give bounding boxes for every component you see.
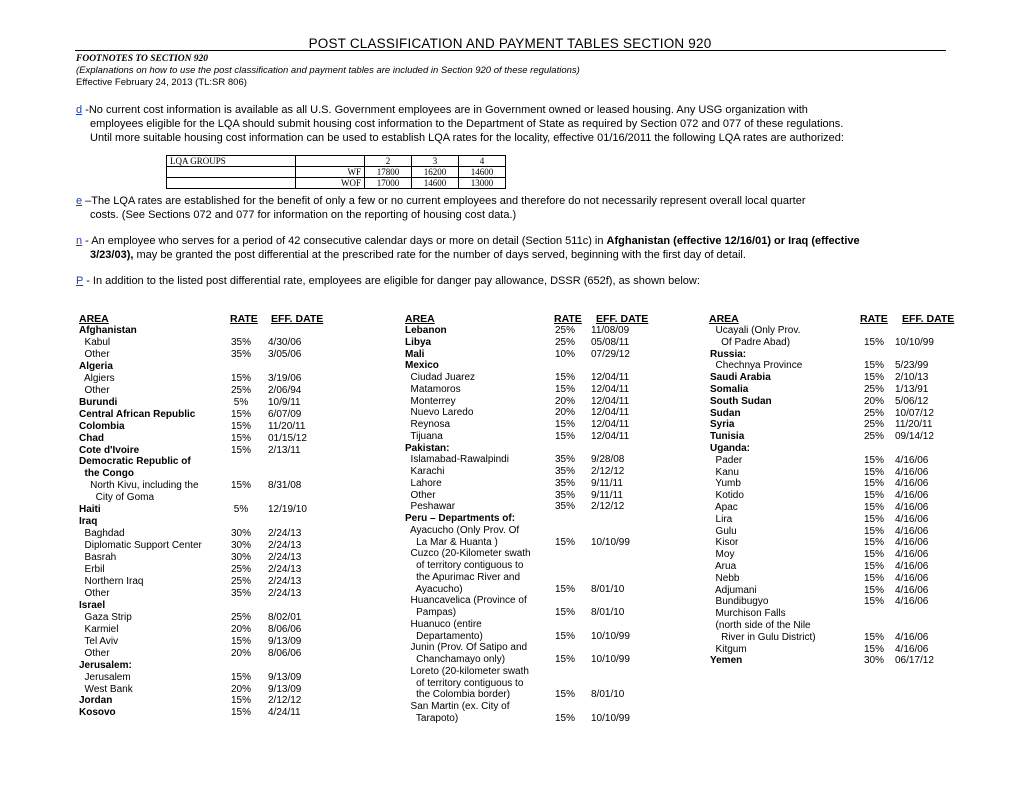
danger-pay-rate: 25%: [555, 336, 576, 348]
danger-pay-area: Lahore: [405, 477, 442, 489]
danger-pay-rate: 20%: [555, 395, 576, 407]
danger-pay-date: 4/16/06: [895, 502, 929, 513]
danger-pay-rate: 10%: [555, 348, 576, 360]
lqa-cell: LQA GROUPS: [167, 156, 296, 167]
danger-pay-rate: 15%: [231, 695, 252, 707]
danger-pay-area: River in Gulu District): [710, 631, 816, 643]
danger-pay-rate: 15%: [555, 583, 576, 595]
danger-pay-rate: 15%: [864, 537, 885, 549]
note-e-letter: e: [76, 195, 83, 207]
lqa-row-wof: [167, 178, 506, 189]
danger-pay-rate: 15%: [864, 631, 885, 643]
danger-pay-area: Mexico: [405, 360, 439, 372]
danger-pay-date: 9/13/09: [268, 683, 302, 695]
danger-pay-rate: 15%: [864, 525, 885, 537]
danger-pay-rate: 20%: [231, 683, 252, 695]
danger-pay-date: 2/24/13: [268, 575, 302, 587]
danger-pay-date: 4/16/06: [895, 537, 929, 549]
note-e: [76, 194, 805, 208]
note-n-letter: n: [76, 235, 83, 247]
danger-pay-rate: 15%: [231, 372, 252, 384]
danger-pay-rate: 15%: [864, 549, 885, 561]
danger-pay-area: Gaza Strip: [79, 611, 132, 623]
danger-pay-area: Ucayali (Only Prov.: [710, 325, 801, 336]
danger-pay-area: Libya: [405, 336, 432, 348]
note-n-line2-rest: may be granted the post differential at the prescribed rate for the number of days served, beginning with the first day of detail.: [133, 249, 746, 261]
danger-pay-date: 4/16/06: [895, 584, 929, 596]
danger-pay-rate: 30%: [231, 528, 252, 540]
danger-pay-date: 4/16/06: [895, 561, 929, 572]
danger-pay-date: 12/04/11: [591, 383, 630, 395]
lqa-table: [166, 155, 506, 189]
danger-pay-area: South Sudan: [710, 395, 772, 407]
danger-pay-area: Monterrey: [405, 395, 456, 407]
danger-pay-area: Algiers: [79, 372, 115, 384]
danger-pay-date: 2/24/13: [268, 587, 302, 599]
danger-pay-date: 11/20/11: [895, 419, 933, 431]
danger-pay-date: 8/06/06: [268, 623, 302, 635]
danger-pay-area: Kitgum: [710, 643, 747, 655]
danger-pay-rate: 15%: [555, 419, 576, 430]
note-n: [76, 234, 860, 248]
danger-pay-date: 10/10/99: [591, 630, 630, 642]
danger-pay-area: the Apurimac River and: [405, 571, 521, 583]
danger-pay-date: 9/28/08: [591, 454, 625, 466]
danger-pay-date: 8/01/10: [591, 689, 625, 701]
danger-pay-area: Other: [79, 647, 110, 659]
danger-pay-rate: 15%: [231, 480, 252, 492]
danger-pay-area: Karachi: [405, 466, 445, 477]
danger-pay-area: Mali: [405, 348, 425, 360]
danger-pay-area: Colombia: [79, 420, 125, 432]
danger-pay-rate: 15%: [864, 360, 885, 372]
danger-pay-area: Murchison Falls: [710, 608, 786, 620]
danger-pay-date: 5/23/99: [895, 360, 929, 372]
danger-pay-area: Jerusalem:: [79, 659, 132, 671]
danger-pay-area: Other: [79, 348, 110, 360]
danger-pay-area: Diplomatic Support Center: [79, 540, 202, 552]
danger-pay-date: 12/04/11: [591, 407, 630, 419]
danger-pay-area: Central African Republic: [79, 408, 196, 420]
danger-pay-area: Peru – Departments of:: [405, 513, 516, 524]
danger-pay-area: La Mar & Huanta ): [405, 536, 498, 548]
danger-pay-area: Yumb: [710, 478, 741, 490]
danger-pay-area: Reynosa: [405, 419, 451, 430]
danger-pay-rate: 15%: [555, 654, 576, 665]
danger-pay-area: Ciudad Juarez: [405, 372, 476, 383]
lqa-cell: 13000: [459, 178, 506, 189]
effective-date: Effective February 24, 2013 (TL:SR 806): [76, 77, 247, 88]
col1-date-header: EFF. DATE: [271, 313, 324, 325]
col2-date-header: EFF. DATE: [596, 313, 649, 325]
danger-pay-rate: 15%: [231, 671, 252, 683]
danger-pay-area: Departamento): [405, 630, 483, 642]
col3-date-header: EFF. DATE: [902, 313, 955, 325]
danger-pay-rate: 15%: [555, 383, 576, 395]
danger-pay-date: 2/12/12: [591, 501, 625, 513]
danger-pay-area: Sudan: [710, 407, 741, 419]
lqa-cell: 14600: [459, 167, 506, 178]
danger-pay-rate: 15%: [864, 372, 885, 384]
danger-pay-area: Somalia: [710, 384, 749, 395]
lqa-cell: 17000: [365, 178, 412, 189]
danger-pay-area: Northern Iraq: [79, 575, 144, 587]
danger-pay-area: Karmiel: [79, 623, 119, 635]
danger-pay-rate: 15%: [864, 454, 885, 466]
danger-pay-rate: 20%: [231, 623, 252, 635]
note-n-line2: [90, 248, 746, 262]
note-p-line1: - In addition to the listed post differential rate, employees are eligible for danger pay allowance, DSSR (652f), as shown below:: [83, 275, 700, 287]
danger-pay-date: 4/16/06: [895, 549, 929, 561]
danger-pay-rate: 15%: [555, 689, 576, 701]
lqa-cell: 16200: [412, 167, 459, 178]
title-rule: [75, 50, 946, 51]
danger-pay-area: Chanchamayo only): [405, 654, 506, 665]
danger-pay-date: 2/24/13: [268, 540, 302, 552]
danger-pay-rate: 25%: [231, 611, 252, 623]
danger-pay-date: 5/06/12: [895, 395, 929, 407]
danger-pay-date: 3/05/06: [268, 348, 302, 360]
danger-pay-rate: 15%: [864, 584, 885, 596]
danger-pay-area: Tarapoto): [405, 712, 459, 724]
danger-pay-date: 01/15/12: [268, 432, 307, 444]
danger-pay-area: Chechnya Province: [710, 360, 803, 372]
danger-pay-date: 2/13/11: [268, 444, 301, 456]
lqa-cell: [167, 178, 296, 189]
danger-pay-date: 2/24/13: [268, 552, 302, 564]
danger-pay-rate: 15%: [864, 572, 885, 584]
danger-pay-date: 4/16/06: [895, 572, 929, 584]
danger-pay-area: Afghanistan: [79, 325, 137, 336]
danger-pay-date: 12/04/11: [591, 395, 630, 407]
danger-pay-rate: 25%: [864, 407, 885, 419]
danger-pay-rate: 15%: [231, 707, 252, 719]
danger-pay-area: Baghdad: [79, 528, 125, 540]
danger-pay-area: Huanuco (entire: [405, 618, 482, 630]
note-p-letter: P: [76, 275, 84, 287]
danger-pay-rate: 35%: [555, 466, 576, 477]
danger-pay-date: 2/12/12: [268, 695, 302, 707]
danger-pay-area: Other: [79, 587, 110, 599]
danger-pay-rate: 15%: [231, 635, 252, 647]
danger-pay-date: 2/06/94: [268, 384, 302, 396]
danger-pay-area: Moy: [710, 549, 735, 561]
danger-pay-area: Ayacucho (Only Prov. Of: [405, 524, 520, 536]
danger-pay-date: 05/08/11: [591, 336, 630, 348]
danger-pay-area: Peshawar: [405, 501, 456, 513]
danger-pay-area: Democratic Republic of: [79, 456, 191, 468]
danger-pay-area: Iraq: [79, 516, 98, 528]
danger-pay-rate: 15%: [231, 408, 252, 420]
danger-pay-area: Erbil: [79, 564, 105, 575]
danger-pay-date: 10/10/99: [591, 654, 630, 665]
danger-pay-rate: 15%: [864, 596, 885, 608]
danger-pay-date: 10/10/99: [591, 712, 630, 724]
note-e-line1: –The LQA rates are established for the benefit of only a few or no current employees and therefore do not necessarily represent overall local quarter: [82, 195, 806, 207]
danger-pay-rate: 30%: [231, 540, 252, 552]
danger-pay-date: 4/16/06: [895, 643, 929, 655]
danger-pay-area: Other: [79, 384, 110, 396]
danger-pay-rate: 25%: [864, 419, 885, 431]
danger-pay-date: 8/06/06: [268, 647, 302, 659]
danger-pay-area: Nuevo Laredo: [405, 407, 474, 419]
col3-area-header: AREA: [709, 313, 739, 325]
danger-pay-area: Islamabad-Rawalpindi: [405, 454, 509, 466]
danger-pay-area: Chad: [79, 432, 104, 444]
danger-pay-date: 2/24/13: [268, 564, 302, 575]
danger-pay-date: 12/04/11: [591, 430, 630, 442]
danger-pay-date: 10/10/99: [591, 536, 630, 548]
danger-pay-area: Matamoros: [405, 383, 461, 395]
danger-pay-rate: 30%: [231, 552, 252, 564]
danger-pay-rate: 35%: [231, 587, 252, 599]
danger-pay-date: 4/16/06: [895, 466, 929, 478]
danger-pay-area: Uganda:: [710, 443, 750, 454]
danger-pay-rate: 15%: [231, 432, 252, 444]
danger-pay-date: 4/16/06: [895, 454, 929, 466]
danger-pay-area: Adjumani: [710, 584, 757, 596]
danger-pay-rate: 20%: [231, 647, 252, 659]
danger-pay-area: Lira: [710, 513, 733, 525]
danger-pay-date: 11/20/11: [268, 420, 306, 432]
danger-pay-date: 8/01/10: [591, 583, 625, 595]
danger-pay-date: 10/9/11: [268, 396, 301, 408]
danger-pay-area: West Bank: [79, 683, 133, 695]
danger-pay-area: Russia:: [710, 348, 747, 360]
danger-pay-rate: 15%: [555, 607, 576, 618]
danger-pay-rate: 25%: [231, 384, 252, 396]
danger-pay-date: 07/29/12: [591, 348, 630, 360]
danger-pay-area: Of Padre Abad): [710, 336, 791, 348]
lqa-cell: WF: [296, 167, 365, 178]
danger-pay-date: 1/13/91: [895, 384, 929, 395]
danger-pay-date: 10/07/12: [895, 407, 934, 419]
danger-pay-rate: 15%: [864, 466, 885, 478]
lqa-cell: 2: [365, 156, 412, 167]
danger-pay-date: 6/07/09: [268, 408, 302, 420]
danger-pay-area: Pader: [710, 454, 743, 466]
danger-pay-rate: 30%: [864, 655, 885, 667]
note-n-line2-bold: 3/23/03),: [90, 249, 134, 261]
danger-pay-area: Jordan: [79, 695, 113, 707]
danger-pay-rate: 20%: [555, 407, 576, 419]
note-p: [76, 274, 700, 288]
lqa-cell: 14600: [412, 178, 459, 189]
danger-pay-area: Kosovo: [79, 707, 116, 719]
danger-pay-area: Arua: [710, 561, 737, 572]
danger-pay-area: Algeria: [79, 360, 113, 372]
page-title: POST CLASSIFICATION AND PAYMENT TABLES SECTION 920: [308, 36, 712, 51]
danger-pay-area: Kanu: [710, 466, 739, 478]
danger-pay-area: Lebanon: [405, 325, 447, 336]
danger-pay-area: (north side of the Nile: [710, 620, 811, 631]
danger-pay-area: Jerusalem: [79, 671, 131, 683]
danger-pay-date: 4/16/06: [895, 596, 929, 608]
danger-pay-date: 4/16/06: [895, 490, 929, 502]
danger-pay-rate: 15%: [864, 502, 885, 513]
danger-pay-area: Loreto (20-kilometer swath: [405, 665, 529, 677]
danger-pay-area: San Martin (ex. City of: [405, 701, 510, 712]
lqa-cell: 4: [459, 156, 506, 167]
danger-pay-area: Kabul: [79, 336, 111, 348]
danger-pay-area: Ayacucho): [405, 583, 463, 595]
danger-pay-date: 3/19/06: [268, 372, 302, 384]
note-d-letter: d: [76, 104, 83, 116]
danger-pay-rate: 5%: [231, 396, 249, 408]
danger-pay-area: Other: [405, 489, 436, 501]
danger-pay-area: the Colombia border): [405, 689, 511, 701]
danger-pay-area: Pampas): [405, 607, 457, 618]
danger-pay-area: North Kivu, including the: [79, 480, 199, 492]
danger-pay-area: Gulu: [710, 525, 737, 537]
danger-pay-date: 11/08/09: [591, 325, 630, 336]
note-e-line2: costs. (See Sections 072 and 077 for information on the reporting of housing cost data.): [90, 209, 517, 221]
danger-pay-date: 9/11/11: [591, 477, 623, 489]
danger-pay-date: 12/04/11: [591, 372, 630, 383]
danger-pay-date: 8/01/10: [591, 607, 625, 618]
danger-pay-area: of territory contiguous to: [405, 560, 524, 571]
danger-pay-rate: 15%: [864, 336, 885, 348]
danger-pay-date: 10/10/99: [895, 336, 934, 348]
danger-pay-area: Cote d'Ivoire: [79, 444, 140, 456]
lqa-header-row: [167, 156, 506, 167]
danger-pay-date: 4/24/11: [268, 707, 301, 719]
footnotes-heading: FOOTNOTES TO SECTION 920: [76, 54, 209, 64]
danger-pay-area: Junin (Prov. Of Satipo and: [405, 642, 528, 654]
note-d-line1: -No current cost information is available as all U.S. Government employees are in Government owned or leased housing. Any USG organization with: [82, 104, 808, 116]
note-n-line1-bold: Afghanistan (effective 12/16/01) or Iraq (effective: [606, 235, 860, 247]
col1-area-header: AREA: [79, 313, 109, 325]
danger-pay-date: 4/16/06: [895, 525, 929, 537]
danger-pay-rate: 35%: [555, 489, 576, 501]
lqa-cell: 3: [412, 156, 459, 167]
lqa-cell: WOF: [296, 178, 365, 189]
danger-pay-rate: 15%: [231, 420, 252, 432]
danger-pay-rate: 15%: [231, 444, 252, 456]
lqa-cell: 17800: [365, 167, 412, 178]
danger-pay-date: 12/19/10: [268, 504, 307, 516]
danger-pay-date: 8/31/08: [268, 480, 302, 492]
danger-pay-area: the Congo: [79, 468, 134, 480]
danger-pay-rate: 15%: [555, 430, 576, 442]
col2-area-header: AREA: [405, 313, 435, 325]
danger-pay-area: Kotido: [710, 490, 744, 502]
lqa-row-wf: [167, 167, 506, 178]
danger-pay-rate: 15%: [864, 490, 885, 502]
danger-pay-rate: 25%: [231, 575, 252, 587]
lqa-cell: [296, 156, 365, 167]
danger-pay-rate: 15%: [555, 712, 576, 724]
danger-pay-date: 4/16/06: [895, 631, 929, 643]
danger-pay-rate: 25%: [864, 384, 885, 395]
danger-pay-date: 8/02/01: [268, 611, 302, 623]
note-d-line3: Until more suitable housing cost information can be used to establish LQA rates for the locality, effective 01/16/2011 the following LQA rates are authorized:: [90, 132, 844, 144]
danger-pay-rate: 15%: [864, 561, 885, 572]
danger-pay-date: 4/30/06: [268, 336, 302, 348]
danger-pay-date: 12/04/11: [591, 419, 630, 430]
danger-pay-area: Kisor: [710, 537, 739, 549]
danger-pay-date: 9/11/11: [591, 489, 623, 501]
danger-pay-date: 9/13/09: [268, 635, 302, 647]
danger-pay-area: Israel: [79, 599, 106, 611]
danger-pay-area: Pakistan:: [405, 442, 450, 454]
danger-pay-rate: 35%: [555, 477, 576, 489]
danger-pay-rate: 20%: [864, 395, 885, 407]
danger-pay-rate: 25%: [231, 564, 252, 575]
danger-pay-area: Cuzco (20-Kilometer swath: [405, 548, 531, 560]
danger-pay-rate: 25%: [555, 325, 576, 336]
danger-pay-area: Tunisia: [710, 431, 745, 443]
danger-pay-date: 4/16/06: [895, 513, 929, 525]
danger-pay-rate: 15%: [864, 643, 885, 655]
danger-pay-rate: 15%: [555, 536, 576, 548]
danger-pay-date: 06/17/12: [895, 655, 934, 667]
danger-pay-rate: 15%: [864, 513, 885, 525]
danger-pay-area: Huancavelica (Province of: [405, 595, 527, 607]
danger-pay-date: 4/16/06: [895, 478, 929, 490]
danger-pay-area: Bundibugyo: [710, 596, 769, 608]
danger-pay-area: Apac: [710, 502, 738, 513]
danger-pay-date: 2/24/13: [268, 528, 302, 540]
danger-pay-area: Tel Aviv: [79, 635, 119, 647]
danger-pay-area: Syria: [710, 419, 735, 431]
danger-pay-rate: 25%: [864, 431, 885, 443]
note-d: [76, 103, 808, 117]
danger-pay-rate: 15%: [555, 630, 576, 642]
danger-pay-area: Nebb: [710, 572, 740, 584]
danger-pay-rate: 15%: [555, 372, 576, 383]
lqa-cell: [167, 167, 296, 178]
danger-pay-rate: 35%: [555, 454, 576, 466]
danger-pay-date: 2/12/12: [591, 466, 625, 477]
danger-pay-area: Tijuana: [405, 430, 443, 442]
danger-pay-rate: 5%: [231, 504, 249, 516]
danger-pay-area: Yemen: [710, 655, 743, 667]
note-n-line1: - An employee who serves for a period of 42 consecutive calendar days or more on detail (Section 511c) in: [82, 235, 607, 247]
note-d-line2: employees eligible for the LQA should submit housing cost information to the Department of State as required by Section 072 and 077 of these regulations.: [90, 118, 844, 130]
danger-pay-date: 2/10/13: [895, 372, 929, 384]
col1-rate-header: RATE: [230, 313, 258, 325]
col3-rate-header: RATE: [860, 313, 888, 325]
danger-pay-rate: 35%: [231, 336, 252, 348]
danger-pay-rate: 35%: [231, 348, 252, 360]
danger-pay-date: 9/13/09: [268, 671, 302, 683]
col2-rate-header: RATE: [554, 313, 582, 325]
danger-pay-area: Haiti: [79, 504, 101, 516]
danger-pay-rate: 35%: [555, 501, 576, 513]
danger-pay-area: Basrah: [79, 552, 117, 564]
danger-pay-date: 09/14/12: [895, 431, 934, 443]
danger-pay-area: City of Goma: [79, 492, 155, 504]
danger-pay-area: of territory contiguous to: [405, 677, 524, 689]
danger-pay-area: Saudi Arabia: [710, 372, 771, 384]
danger-pay-area: Burundi: [79, 396, 118, 408]
footnotes-explanation: (Explanations on how to use the post classification and payment tables are included in Section 920 of these regulations): [76, 65, 580, 76]
danger-pay-rate: 15%: [864, 478, 885, 490]
